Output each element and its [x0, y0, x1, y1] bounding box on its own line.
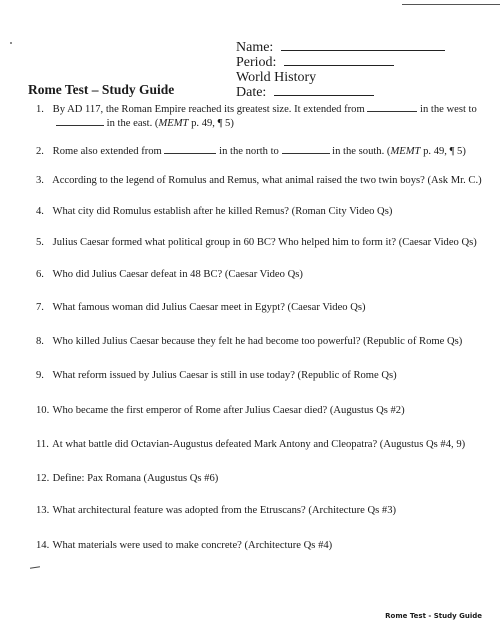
question-4 — [36, 205, 486, 218]
question-text: Who did Julius Caesar defeat in 48 BC? (Caesar Video Qs) — [52, 269, 303, 280]
question-text: Who became the first emperor of Rome after Julius Caesar died? (Augustus Qs #2) — [52, 405, 405, 416]
source-ref: p. 49, ¶ 5) — [420, 146, 466, 157]
question-number: 11. — [36, 439, 49, 450]
question-6 — [36, 268, 486, 281]
scan-speck — [10, 42, 12, 44]
question-14 — [36, 539, 486, 552]
period-field — [236, 55, 445, 70]
question-text: According to the legend of Romulus and Remus, what animal raised the two twin boys? (Ask Mr. C.) — [52, 175, 482, 186]
question-text: By AD 117, the Roman Empire reached its greatest size. It extended from — [52, 104, 365, 115]
period-label: Period: — [236, 55, 277, 70]
question-12 — [36, 472, 486, 485]
question-1 — [36, 102, 486, 130]
answer-blank[interactable] — [164, 144, 216, 154]
margin-mark — [30, 566, 40, 568]
question-8 — [36, 335, 486, 348]
question-number: 7. — [36, 302, 44, 313]
question-number: 13. — [36, 505, 50, 516]
source-ref: p. 49, ¶ 5) — [188, 118, 234, 129]
question-number: 14. — [36, 540, 50, 551]
question-text: What reform issued by Julius Caesar is still in use today? (Republic of Rome Qs) — [52, 370, 397, 381]
question-number: 9. — [36, 370, 44, 381]
question-number: 5. — [36, 237, 44, 248]
question-text: What architectural feature was adopted from the Etruscans? (Architecture Qs #3) — [52, 505, 397, 516]
question-11 — [36, 438, 486, 451]
question-text: At what battle did Octavian-Augustus defeated Mark Antony and Cleopatra? (Augustus Qs #4, 9) — [52, 439, 466, 450]
course-name: World History — [236, 70, 317, 85]
question-5 — [36, 236, 486, 249]
question-number: 12. — [36, 473, 50, 484]
answer-blank[interactable] — [282, 144, 330, 154]
question-text: Define: Pax Romana (Augustus Qs #6) — [52, 473, 219, 484]
date-field — [236, 85, 445, 100]
date-blank[interactable] — [274, 85, 374, 96]
question-13 — [36, 504, 486, 517]
question-text-cont: in the west to — [420, 104, 477, 115]
question-number: 10. — [36, 405, 50, 416]
question-number: 2. — [36, 146, 44, 157]
question-text-cont: in the east. ( — [106, 118, 159, 129]
question-text: What materials were used to make concrete? (Architecture Qs #4) — [52, 540, 333, 551]
question-number: 8. — [36, 336, 44, 347]
answer-blank[interactable] — [56, 116, 104, 126]
question-text: Julius Caesar formed what political group in 60 BC? Who helped him to form it? (Caesar Video Qs) — [52, 237, 477, 248]
question-number: 1. — [36, 104, 44, 115]
source-abbrev: MEMT — [158, 118, 189, 129]
period-blank[interactable] — [284, 55, 394, 66]
source-abbrev: MEMT — [390, 146, 421, 157]
question-number: 6. — [36, 269, 44, 280]
question-number: 3. — [36, 175, 44, 186]
question-2 — [36, 144, 486, 158]
name-blank[interactable] — [281, 40, 445, 51]
name-label: Name: — [236, 40, 274, 55]
question-text: What famous woman did Julius Caesar meet in Egypt? (Caesar Video Qs) — [52, 302, 366, 313]
question-3 — [36, 174, 486, 187]
date-label: Date: — [236, 85, 267, 100]
answer-blank[interactable] — [367, 102, 417, 112]
page-footer: Rome Test - Study Guide — [385, 612, 482, 620]
question-text-cont: in the north to — [219, 146, 279, 157]
name-field — [236, 40, 445, 55]
question-text-cont: in the south. ( — [332, 146, 391, 157]
question-text: Who killed Julius Caesar because they felt he had become too powerful? (Republic of Rome Qs) — [52, 336, 463, 347]
top-edge-rule — [402, 4, 500, 5]
question-number: 4. — [36, 206, 44, 217]
page-title: Rome Test – Study Guide — [28, 82, 175, 97]
question-9 — [36, 369, 486, 382]
question-10 — [36, 404, 486, 417]
question-7 — [36, 301, 486, 314]
header-fields — [236, 40, 445, 100]
question-text: What city did Romulus establish after he killed Remus? (Roman City Video Qs) — [52, 206, 393, 217]
question-text: Rome also extended from — [52, 146, 162, 157]
